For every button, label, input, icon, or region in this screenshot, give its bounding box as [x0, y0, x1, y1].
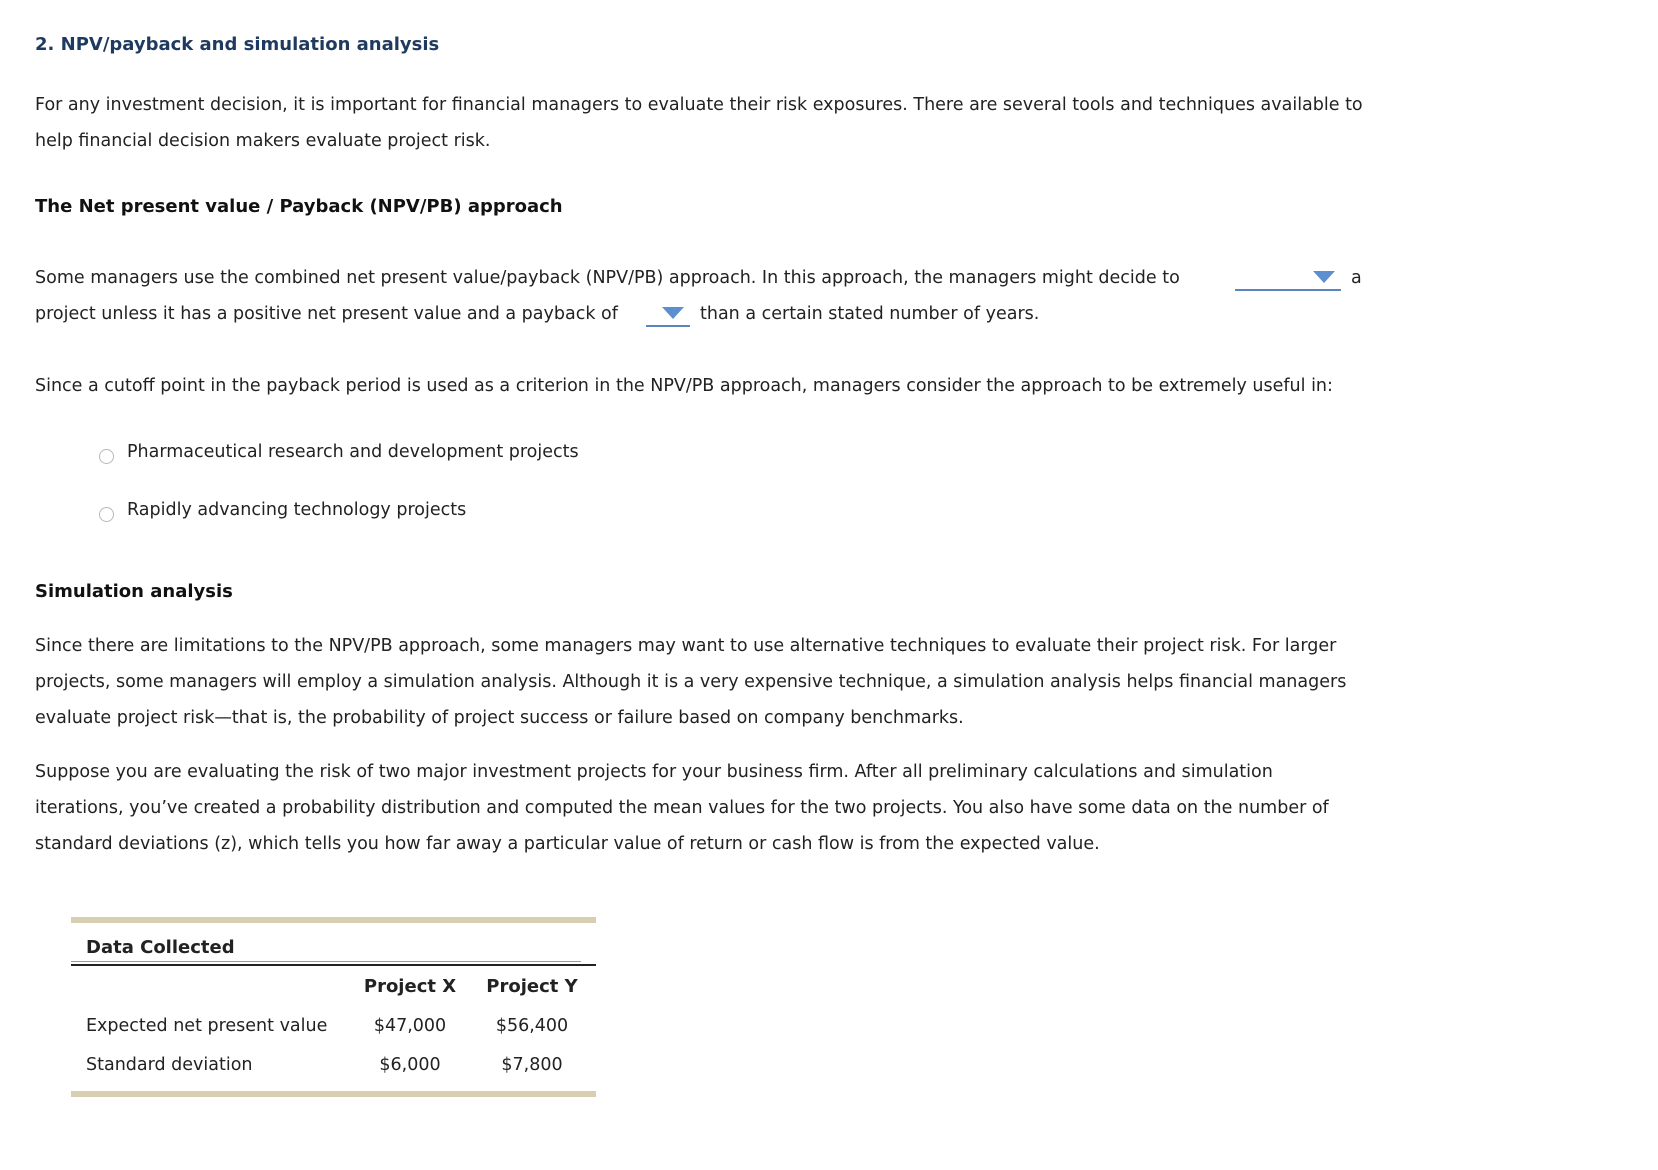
radio-option-2[interactable]: [99, 507, 114, 522]
npv-sentence-2-end: than a certain stated number of years.: [700, 304, 1040, 324]
npv-sentence-1-end: a: [1351, 268, 1362, 288]
column-header-project-x: Project X: [363, 976, 457, 997]
npv-sentence-2: project unless it has a positive net present value and a payback of: [35, 304, 618, 324]
table-cell-x: $6,000: [379, 1055, 441, 1075]
chevron-down-icon: [662, 307, 684, 319]
table-row-label: Standard deviation: [86, 1055, 253, 1075]
intro-line-2: help financial decision makers evaluate project risk.: [35, 131, 491, 151]
table-top-bar: [71, 917, 596, 923]
intro-line-1: For any investment decision, it is important for financial managers to evaluate their risk exposures. There are several tools and techniques available to: [35, 95, 1363, 115]
table-header-rule: [71, 964, 596, 966]
page-title: 2. NPV/payback and simulation analysis: [35, 34, 440, 55]
sim-p1-line-2: projects, some managers will employ a simulation analysis. Although it is a very expensive technique, a simulation analysis helps financial managers: [35, 672, 1347, 692]
npv-heading: The Net present value / Payback (NPV/PB) approach: [35, 196, 563, 217]
decision-dropdown[interactable]: [1235, 265, 1341, 291]
chevron-down-icon: [1313, 271, 1335, 283]
radio-option-1[interactable]: [99, 449, 114, 464]
option-2-label[interactable]: Rapidly advancing technology projects: [127, 500, 467, 520]
option-1-label[interactable]: Pharmaceutical research and development projects: [127, 442, 579, 462]
npv-sentence-1: Some managers use the combined net present value/payback (NPV/PB) approach. In this approach, the managers might decide to: [35, 268, 1180, 288]
table-bottom-bar: [71, 1091, 596, 1097]
table-cell-y: $7,800: [501, 1055, 563, 1075]
table-cell-y: $56,400: [495, 1016, 569, 1036]
sim-p2-line-2: iterations, you’ve created a probability distribution and computed the mean values for the two projects. You also have some data on the number of: [35, 798, 1329, 818]
sim-p2-line-3: standard deviations (z), which tells you how far away a particular value of return or cash flow is from the expected value.: [35, 834, 1100, 854]
payback-dropdown[interactable]: [646, 301, 690, 327]
table-caption: Data Collected: [86, 937, 235, 958]
sim-p1-line-1: Since there are limitations to the NPV/PB approach, some managers may want to use alternative techniques to evaluate their project risk. For larger: [35, 636, 1337, 656]
simulation-heading: Simulation analysis: [35, 581, 233, 602]
table-row-label: Expected net present value: [86, 1016, 328, 1036]
table-cell-x: $47,000: [373, 1016, 447, 1036]
column-header-project-y: Project Y: [486, 976, 578, 997]
table-caption-rule: [71, 961, 581, 962]
sim-p2-line-1: Suppose you are evaluating the risk of two major investment projects for your business firm. After all preliminary calculations and simulation: [35, 762, 1273, 782]
question-text: Since a cutoff point in the payback period is used as a criterion in the NPV/PB approach, managers consider the approach to be extremely useful in:: [35, 376, 1333, 396]
sim-p1-line-3: evaluate project risk—that is, the probability of project success or failure based on company benchmarks.: [35, 708, 964, 728]
